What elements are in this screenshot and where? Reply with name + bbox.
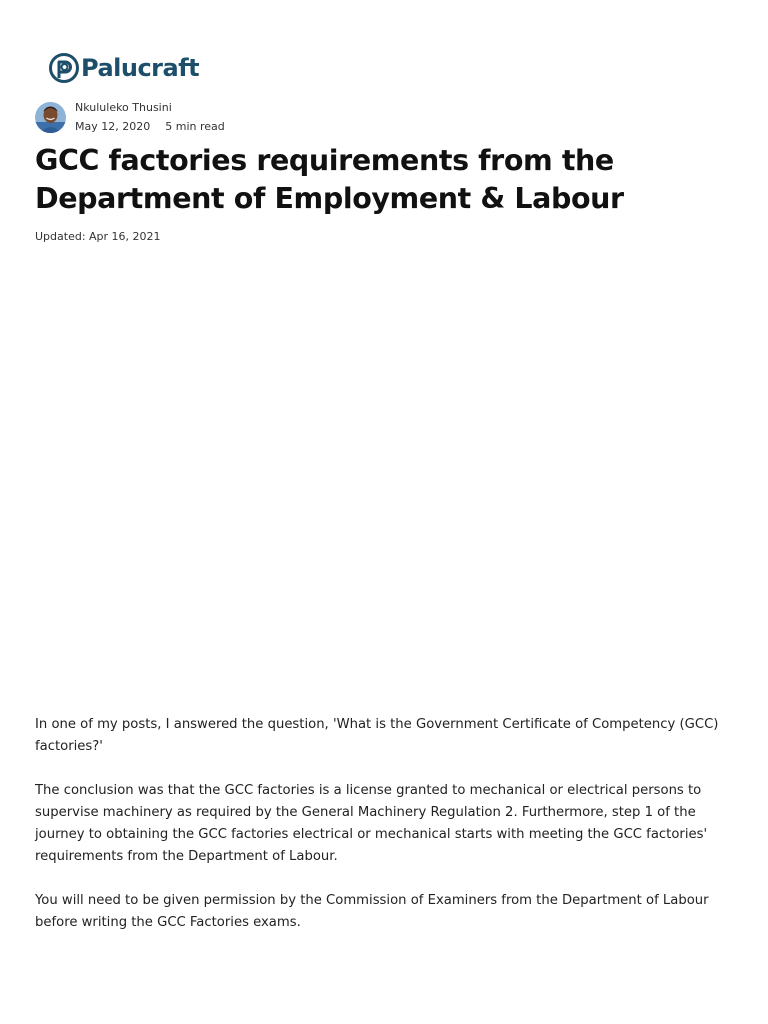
author-avatar[interactable]: [35, 102, 66, 133]
post-body: [35, 714, 735, 956]
updated-date: Updated: Apr 16, 2021: [35, 230, 161, 243]
logo-text: Palucraft: [81, 54, 200, 82]
site-logo[interactable]: [48, 50, 199, 86]
author-block: [35, 98, 225, 136]
palucraft-logo-icon: [48, 52, 80, 84]
paragraph: The conclusion was that the GCC factories is a license granted to mechanical or electrical persons to supervise machinery as required by the General Machinery Regulation 2. Furthermore, step 1 of the journey to obtaining the GCC factories electrical or mechanical starts with meeting the GCC factories' requirements from the Department of Labour.: [35, 783, 708, 864]
post-date: May 12, 2020: [75, 120, 151, 133]
author-name[interactable]: Nkululeko Thusini: [75, 101, 172, 114]
read-time: 5 min read: [165, 120, 225, 133]
featured-media-placeholder: [35, 260, 733, 700]
paragraph: You will need to be given permission by the Commission of Examiners from the Department of Labour before writing the GCC Factories exams.: [35, 893, 709, 930]
paragraph: In one of my posts, I answered the question, 'What is the Government Certificate of Competency (GCC) factories?': [35, 717, 719, 754]
post-title: GCC factories requirements from the Department of Employment & Labour: [35, 144, 624, 215]
